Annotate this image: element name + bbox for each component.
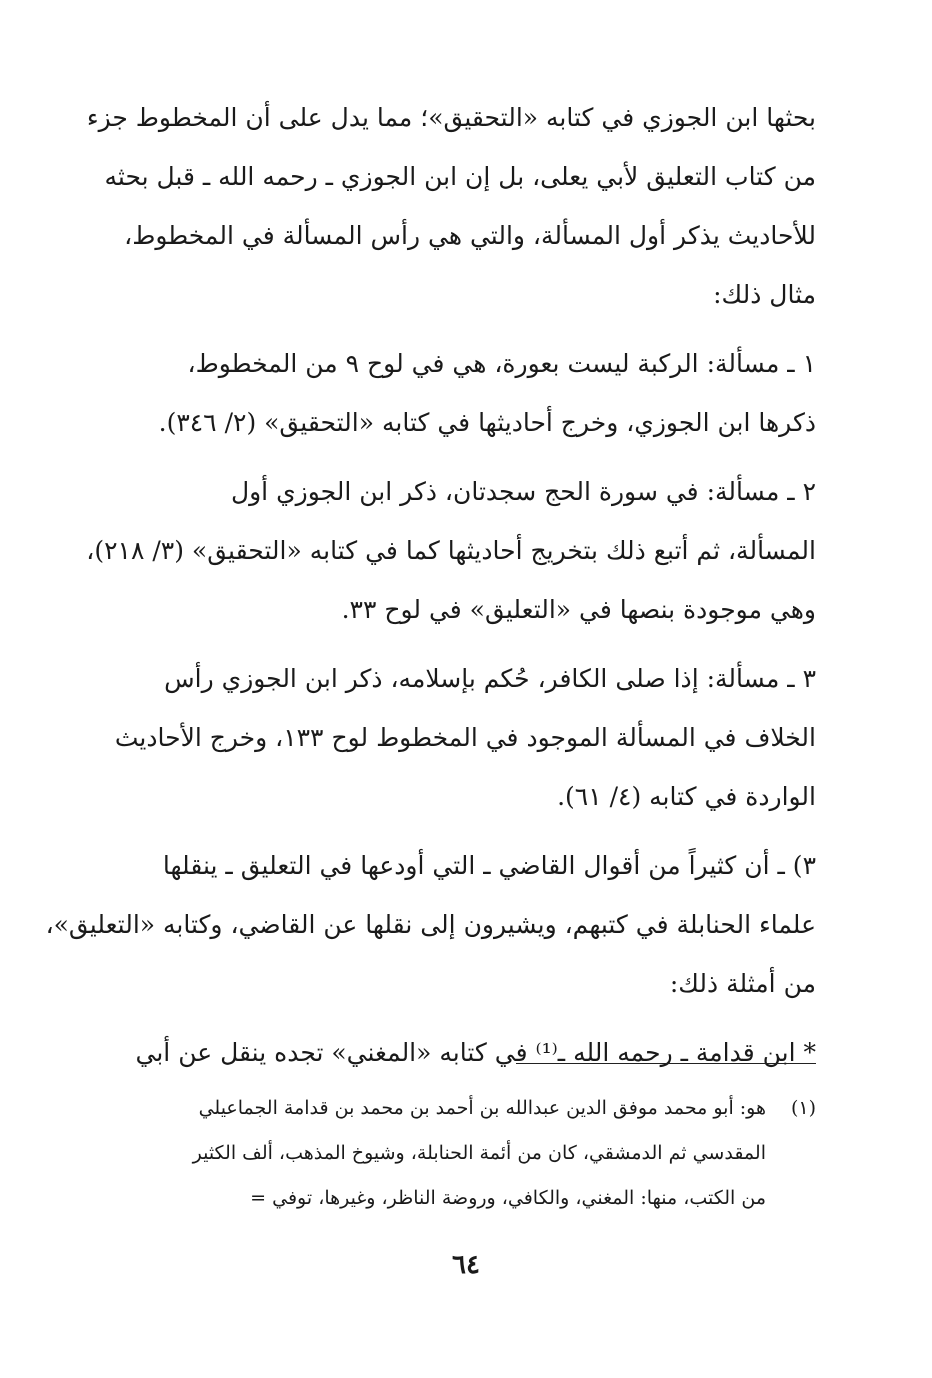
paragraph-example-1 <box>100 334 816 452</box>
text-line: الواردة في كتابه (٤/ ٦١). <box>557 782 816 811</box>
page-number: ٦٤ <box>452 1250 480 1280</box>
text-line: بحثها ابن الجوزي في كتابه «التحقيق»؛ مما يدل على أن المخطوط جزء <box>86 103 816 132</box>
paragraph-intro <box>86 88 816 324</box>
footnote-line: المقدسي ثم الدمشقي، كان من أئمة الحنابلة، وشيوخ المذهب، ألف الكثير <box>192 1142 766 1164</box>
text-line: علماء الحنابلة في كتبهم، ويشيرون إلى نقلها عن القاضي، وكتابه «التعليق»، <box>45 910 816 939</box>
text-line: الخلاف في المسألة الموجود في المخطوط لوح ١٣٣، وخرج الأحاديث <box>114 723 816 752</box>
main-text <box>45 88 816 1082</box>
text-line: وهي موجودة بنصها في «التعليق» في لوح ٣٣. <box>341 595 816 624</box>
text-line: ٢ ـ مسألة: في سورة الحج سجدتان، ذكر ابن الجوزي أول <box>230 477 816 506</box>
text-line: من كتاب التعليق لأبي يعلى، بل إن ابن الجوزي ـ رحمه الله ـ قبل بحثه <box>104 162 816 191</box>
footnote-number: (١) <box>790 1097 816 1119</box>
text-line: للأحاديث يذكر أول المسألة، والتي هي رأس المسألة في المخطوط، <box>124 221 816 250</box>
footnote <box>100 1086 816 1221</box>
paragraph-ibn-qudama <box>100 1023 816 1082</box>
text-line: ٣) ـ أن كثيراً من أقوال القاضي ـ التي أودعها في التعليق ـ ينقلها <box>162 851 816 880</box>
footnote-line: هو: أبو محمد موفق الدين عبدالله بن أحمد بن محمد بن قدامة الجماعيلي <box>198 1097 766 1119</box>
footnote-line: من الكتب، منها: المغني، والكافي، وروضة الناظر، وغيرها، توفي = <box>250 1187 766 1209</box>
text-line: من أمثلة ذلك: <box>669 969 816 998</box>
text-line: مثال ذلك: <box>713 280 816 309</box>
text-line: ١ ـ مسألة: الركبة ليست بعورة، هي في لوح ٩ من المخطوط، <box>187 349 816 378</box>
footnote-text <box>100 1086 766 1221</box>
paragraph-example-3 <box>100 649 816 826</box>
paragraph-point-3 <box>45 836 816 1013</box>
footnote-separator <box>516 1063 816 1064</box>
text-line: * ابن قدامة ـ رحمه الله ـ⁽¹⁾ في كتابه «المغني» تجده ينقل عن أبي <box>135 1038 816 1067</box>
text-line: ٣ ـ مسألة: إذا صلى الكافر، حُكم بإسلامه، ذكر ابن الجوزي رأس <box>164 664 816 693</box>
text-line: المسألة، ثم أتبع ذلك بتخريج أحاديثها كما في كتابه «التحقيق» (٣/ ٢١٨)، <box>86 536 816 565</box>
paragraph-example-2 <box>86 462 816 639</box>
text-line: ذكرها ابن الجوزي، وخرج أحاديثها في كتابه «التحقيق» (٢/ ٣٤٦). <box>158 408 816 437</box>
